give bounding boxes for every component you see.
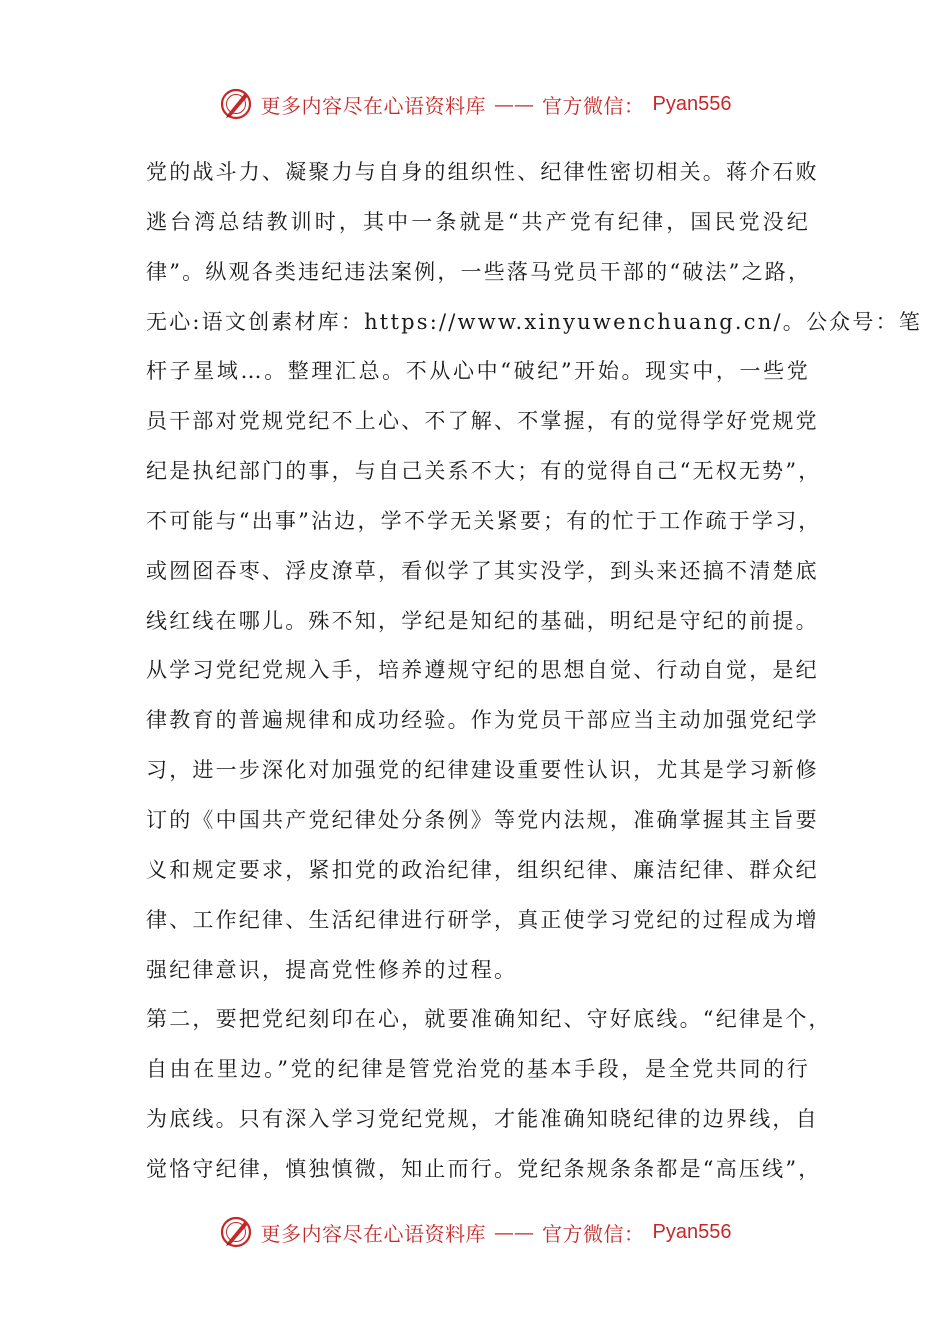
watermark-label: 官方微信： (542, 1221, 645, 1246)
text-line: 自由在里边。”党的纪律是管党治党的基本手段，是全党共同的行 (146, 1057, 810, 1082)
text-line: 线红线在哪儿。殊不知，学纪是知纪的基础，明纪是守纪的前提。 (146, 608, 819, 633)
text-line: 或囫囵吞枣、浮皮潦草，看似学了其实没学，到头来还搞不清楚底 (146, 558, 819, 583)
text-line: 党的战斗力、凝聚力与自身的组织性、纪律性密切相关。蒋介石败 (146, 160, 819, 184)
watermark-label: 官方微信： (542, 93, 645, 118)
text-line: 员干部对党规党纪不上心、不了解、不掌握，有的觉得学好党规党 (146, 409, 819, 434)
footer-watermark (0, 1212, 950, 1252)
header-watermark (0, 84, 950, 124)
text-line: 义和规定要求，紧扣党的政治纪律，组织纪律、廉洁纪律、群众纪 (146, 857, 819, 882)
text-line: 习，进一步深化对加强党的纪律建设重要性认识，尤其是学习新修 (146, 758, 819, 783)
text-line: 从学习党纪党规入手，培养遵规守纪的思想自觉、行动自觉，是纪 (146, 658, 819, 683)
text-line: 律”。纵观各类违纪违法案例，一些落马党员干部的“破法”之路， (146, 259, 812, 284)
paragraph-2 (146, 995, 832, 1194)
watermark-text: 更多内容尽在心语资料库 (260, 1221, 487, 1246)
watermark-code: Pyan556 (652, 92, 732, 115)
watermark-separator: —— (494, 1220, 535, 1244)
text-line: 纪是执纪部门的事，与自己关系不大；有的觉得自己“无权无势”， (146, 459, 822, 484)
text-line: 律教育的普遍规律和成功经验。作为党员干部应当主动加强党纪学 (146, 708, 819, 733)
text-line: 不可能与“出事”沾边，学不学无关紧要；有的忙于工作疏于学习， (146, 508, 822, 533)
text-line: 觉恪守纪律，慎独慎微，知止而行。党纪条规条条都是“高压线”， (146, 1156, 822, 1181)
document-body (146, 148, 922, 1195)
quill-logo-icon (219, 87, 253, 121)
watermark-separator: —— (494, 92, 535, 116)
text-line: 强纪律意识，提高党性修养的过程。 (146, 957, 518, 982)
text-line: 杆子星域…。整理汇总。不从心中“破纪”开始。现实中，一些党 (146, 359, 810, 384)
quill-logo-icon (219, 1215, 253, 1249)
text-line: 第二，要把党纪刻印在心，就要准确知纪、守好底线。“纪律是个， (146, 1007, 832, 1032)
paragraph-1 (146, 148, 922, 995)
text-line: 为底线。只有深入学习党纪党规，才能准确知晓纪律的边界线，自 (146, 1107, 819, 1132)
text-line: 律、工作纪律、生活纪律进行研学，真正使学习党纪的过程成为增 (146, 907, 819, 932)
watermark-text: 更多内容尽在心语资料库 (260, 93, 487, 118)
text-line-with-url: 无心:语文创素材库：https://www.xinyuwenchuang.cn/。公众号：笔 (146, 309, 922, 334)
watermark-code: Pyan556 (652, 1220, 732, 1243)
text-line: 订的《中国共产党纪律处分条例》等党内法规，准确掌握其主旨要 (146, 807, 819, 832)
text-line: 逃台湾总结教训时，其中一条就是“共产党有纪律，国民党没纪 (146, 209, 810, 234)
